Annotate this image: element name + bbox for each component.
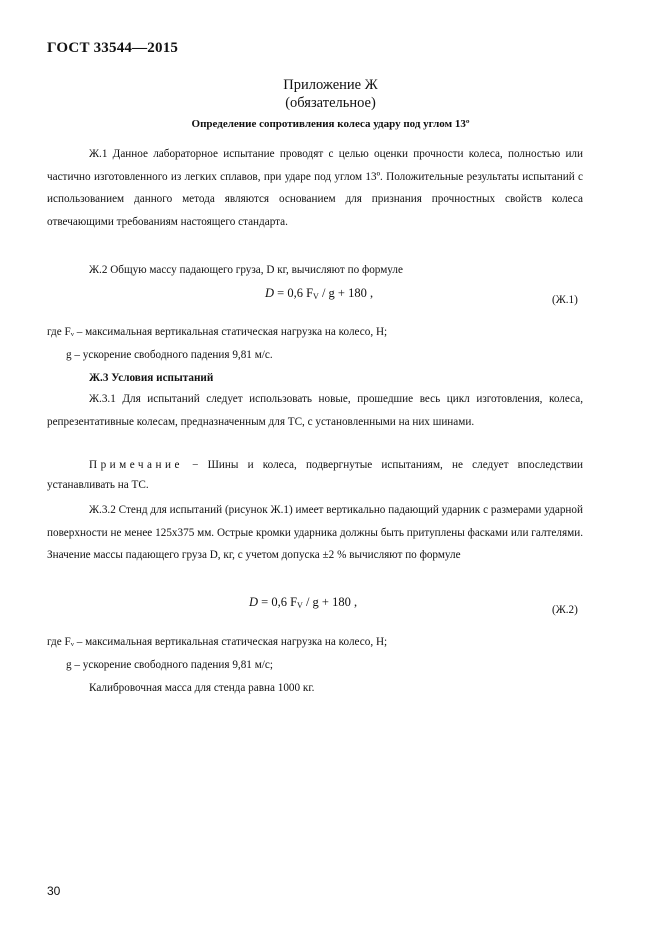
page-number: 30: [47, 884, 61, 898]
formula-rest: / g + 180 ,: [321, 286, 374, 300]
where-2a: где Fᵥ – максимальная вертикальная статическая нагрузка на колесо, Н;: [47, 636, 388, 648]
note: [47, 455, 583, 495]
where-2b: g – ускорение свободного падения 9,81 м/с;: [66, 659, 273, 671]
formula-expr: = 0,6 F: [261, 595, 298, 609]
formula-lhs: D: [265, 286, 275, 300]
where-1b: g – ускорение свободного падения 9,81 м/с.: [66, 349, 273, 361]
calibration-mass: Калибровочная масса для стенда равна 1000 кг.: [89, 682, 315, 694]
paragraph-zh1: Ж.1 Данное лабораторное испытание проводят с целью оценки прочности колеса, полностью или частично изготовленного из легких сплавов, при ударе под углом 13º. Положительные результаты испытаний с использованием данного метода являются основанием для признания прочностных свойств колеса отвечающими требованиям настоящего стандарта.: [47, 148, 583, 228]
equation-number-zh2: (Ж.2): [552, 604, 578, 616]
paragraph-zh2: Ж.2 Общую массу падающего груза, D кг, вычисляют по формуле: [89, 264, 403, 276]
formula-sub: V: [297, 601, 303, 610]
note-text: − Шины и колеса, подвергнутые испытаниям, не следует впоследствии устанавливать на ТС.: [47, 459, 583, 491]
section-heading-zh3: Ж.3 Условия испытаний: [89, 372, 214, 384]
equation-number-zh1: (Ж.1): [552, 294, 578, 306]
appendix-title: Приложение Ж: [283, 77, 378, 93]
formula-sub: V: [313, 292, 319, 301]
formula-zh2: [249, 595, 357, 610]
standard-code: ГОСТ 33544—2015: [47, 40, 179, 56]
where-1a: где Fᵥ – максимальная вертикальная статическая нагрузка на колесо, Н;: [47, 326, 388, 338]
formula-expr: = 0,6 F: [277, 286, 314, 300]
paragraph-zh31: Ж.3.1 Для испытаний следует использовать новые, прошедшие весь цикл изготовления, колеса, репрезентативные колесам, предназначенным для ТС, с установленными на них шинами.: [47, 393, 583, 428]
appendix-topic: Определение сопротивления колеса удару под углом 13º: [191, 118, 470, 130]
paragraph-zh32: Ж.3.2 Стенд для испытаний (рисунок Ж.1) имеет вертикально падающий ударник с размерами ударной поверхности не менее 125х375 мм. Острые кромки ударника должны быть притуплены фасками или галтелями. Значение массы падающего груза D, кг, с учетом допуска ±2 % вычисляют по формуле: [47, 504, 583, 562]
formula-zh1: [265, 286, 373, 301]
formula-rest: / g + 180 ,: [305, 595, 358, 609]
note-label: Примечание: [89, 459, 183, 471]
appendix-status: (обязательное): [285, 95, 376, 111]
formula-lhs: D: [249, 595, 259, 609]
